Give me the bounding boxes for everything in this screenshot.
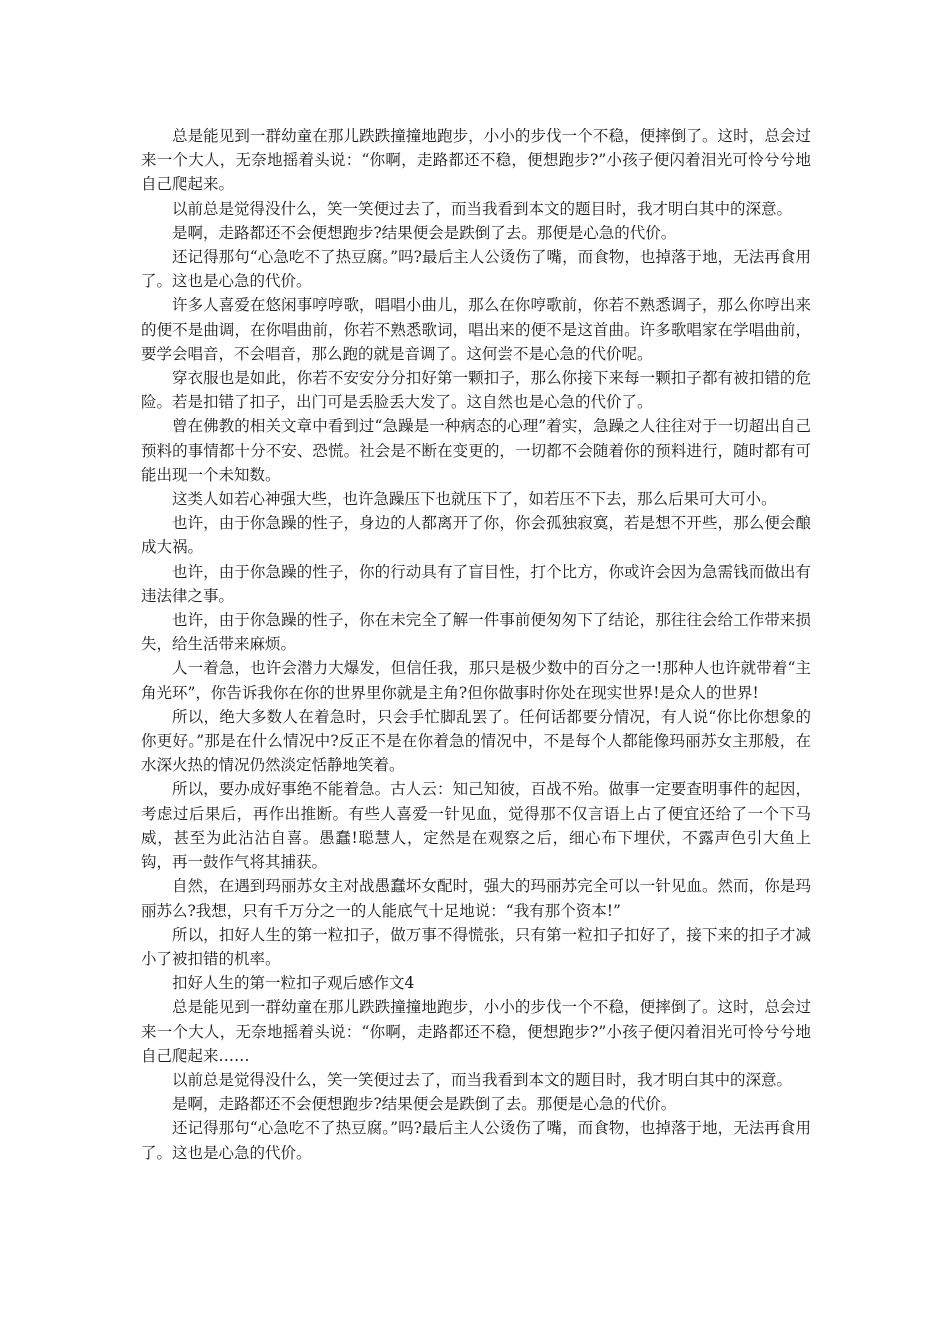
paragraph: 所以，绝大多数人在着急时，只会手忙脚乱罢了。任何话都要分情况，有人说“你比你想象的你更好。”那是在什么情况中?反正不是在你着急的情况中，不是每个人都能像玛丽苏女主那般，在水深火热的情况仍然淡定恬静地笑着。 [141,707,811,775]
paragraph: 许多人喜爱在悠闲事哼哼歌，唱唱小曲儿，那么在你哼歌前，你若不熟悉调子，那么你哼出来的便不是曲调，在你唱曲前，你若不熟悉歌词，唱出来的便不是这首曲。许多歌唱家在学唱曲前，要学会唱音，不会唱音，那么跑的就是音调了。这何尝不是心急的代价呢。 [141,296,811,363]
document-body [141,124,811,1165]
paragraph: 这类人如若心神强大些，也许急躁压下也就压下了，如若压不下去，那么后果可大可小。 [172,490,777,509]
paragraph: 以前总是觉得没什么，笑一笑便过去了，而当我看到本文的题目时，我才明白其中的深意。 [172,199,793,218]
paragraph: 是啊，走路都还不会便想跑步?结果便会是跌倒了去。那便是心急的代价。 [172,223,677,242]
section-heading: 扣好人生的第一粒扣子观后感作文4 [172,974,415,993]
paragraph: 也许，由于你急躁的性子，你在未完全了解一件事前便匆匆下了结论，那往往会给工作带来损失，给生活带来麻烦。 [141,611,811,654]
paragraph: 所以，扣好人生的第一粒扣子，做万事不得慌张，只有第一粒扣子扣好了，接下来的扣子才减小了被扣错的机率。 [141,925,811,968]
paragraph: 总是能见到一群幼童在那儿跌跌撞撞地跑步，小小的步伐一个不稳，便摔倒了。这时，总会过来一个大人，无奈地摇着头说：“你啊，走路都还不稳，便想跑步?”小孩子便闪着泪光可怜兮兮地自己爬起来。 [141,127,811,194]
paragraph: 人一着急，也许会潜力大爆发，但信任我，那只是极少数中的百分之一!那种人也许就带着“主角光环”，你告诉我你在你的世界里你就是主角?但你做事时你处在现实世界!是众人的世界! [141,659,811,702]
paragraph: 曾在佛教的相关文章中看到过“急躁是一种病态的心理”着实，急躁之人往往对于一切超出自己预料的事情都十分不安、恐慌。社会是不断在变更的，一切都不会随着你的预料进行，随时都有可能出现一个未知数。 [141,417,811,484]
paragraph: 所以，要办成好事绝不能着急。古人云：知己知彼，百战不殆。做事一定要查明事件的起因，考虑过后果后，再作出推断。有些人喜爱一针见血，觉得那不仅言语上占了便宜还给了一个下马威，甚至为此沾沾自喜。愚蠢!聪慧人，定然是在观察之后，细心布下埋伏，不露声色引大鱼上钩，再一鼓作气将其捕获。 [141,780,811,872]
paragraph: 也许，由于你急躁的性子，身边的人都离开了你，你会孤独寂寞，若是想不开些，那么便会酿成大祸。 [141,514,811,557]
paragraph: 以前总是觉得没什么，笑一笑便过去了，而当我看到本文的题目时，我才明白其中的深意。 [172,1070,793,1089]
paragraph: 还记得那句“心急吃不了热豆腐。”吗?最后主人公烫伤了嘴，而食物，也掉落于地，无法再食用了。这也是心急的代价。 [141,248,811,291]
paragraph: 还记得那句“心急吃不了热豆腐。”吗?最后主人公烫伤了嘴，而食物，也掉落于地，无法再食用了。这也是心急的代价。 [141,1119,811,1162]
paragraph: 总是能见到一群幼童在那儿跌跌撞撞地跑步，小小的步伐一个不稳，便摔倒了。这时，总会过来一个大人，无奈地摇着头说：“你啊，走路都还不稳，便想跑步?”小孩子便闪着泪光可怜兮兮地自己爬起来…… [141,998,811,1065]
paragraph: 是啊，走路都还不会便想跑步?结果便会是跌倒了去。那便是心急的代价。 [172,1095,677,1114]
paragraph: 也许，由于你急躁的性子，你的行动具有了盲目性，打个比方，你或许会因为急需钱而做出有违法律之事。 [141,562,811,605]
paragraph: 自然，在遇到玛丽苏女主对战愚蠢坏女配时，强大的玛丽苏完全可以一针见血。然而，你是玛丽苏么?我想，只有千万分之一的人能底气十足地说：“我有那个资本!” [141,877,811,920]
paragraph: 穿衣服也是如此，你若不安安分分扣好第一颗扣子，那么你接下来每一颗扣子都有被扣错的危险。若是扣错了扣子，出门可是丢脸丢大发了。这自然也是心急的代价了。 [141,369,811,412]
